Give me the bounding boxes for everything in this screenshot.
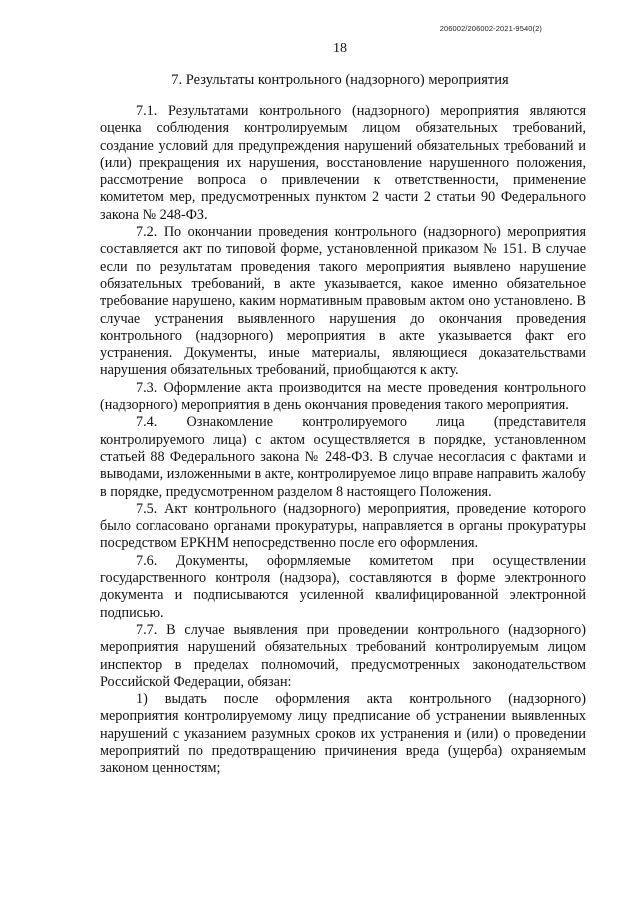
paragraph-7-4: 7.4. Ознакомление контролируемого лица (представителя контролируемого лица) с актом осуществляется в порядке, установленном статьей 88 Федерального закона № 248-ФЗ. В случае несогласия с фактами и выводами, изложенными в акте, контролируемое лицо вправе направить жалобу в порядке, предусмотренном разделом 8 настоящего Положения.: [100, 414, 586, 500]
document-id: 206002/206002-2021-9540(2): [439, 24, 542, 33]
paragraph-7-7: 7.7. В случае выявления при проведении контрольного (надзорного) мероприятия нарушений обязательных требований контролируемым лицом инспектор в пределах полномочий, предусмотренных законодательством Российской Федерации, обязан:: [100, 621, 586, 690]
paragraph-7-2: 7.2. По окончании проведения контрольного (надзорного) мероприятия составляется акт по типовой форме, установленной приказом № 151. В случае если по результатам проведения такого мероприятия выявлено нарушение обязательных требований, в акте указывается, какое именно обязательное требование нарушено, каким нормативным правовым актом оно установлено. В случае устранения выявленного нарушения до окончания проведения контрольного (надзорного) мероприятия в акте указывается факт его устранения. Документы, иные материалы, являющиеся доказательствами нарушения обязательных требований, приобщаются к акту.: [100, 224, 586, 379]
page-number: 18: [333, 41, 347, 56]
list-item-1: 1) выдать после оформления акта контрольного (надзорного) мероприятия контролируемому лицу предписание об устранении выявленных нарушений с указанием разумных сроков их устранения и (или) о проведении мероприятий по предотвращению причинения вреда (ущерба) охраняемым законом ценностям;: [100, 691, 586, 777]
paragraph-7-3: 7.3. Оформление акта производится на месте проведения контрольного (надзорного) мероприятия в день окончания проведения такого мероприятия.: [100, 379, 586, 414]
paragraph-7-5: 7.5. Акт контрольного (надзорного) мероприятия, проведение которого было согласовано органами прокуратуры, направляется в органы прокуратуры посредством ЕРКНМ непосредственно после его оформления.: [100, 500, 586, 552]
paragraph-7-1: 7.1. Результатами контрольного (надзорного) мероприятия являются оценка соблюдения контролируемым лицом обязательных требований, создание условий для предупреждения нарушений обязательных требований и (или) прекращения их нарушения, восстановление нарушенного положения, рассмотрение вопроса о привлечении к ответственности, применение комитетом мер, предусмотренных пунктом 2 части 2 статьи 90 Федерального закона № 248-ФЗ.: [100, 103, 586, 223]
paragraph-7-6: 7.6. Документы, оформляемые комитетом при осуществлении государственного контроля (надзора), составляются в форме электронного документа и подписываются усиленной квалифицированной электронной подписью.: [100, 552, 586, 621]
section-title: 7. Результаты контрольного (надзорного) мероприятия: [171, 72, 509, 88]
body-text: [100, 103, 586, 778]
